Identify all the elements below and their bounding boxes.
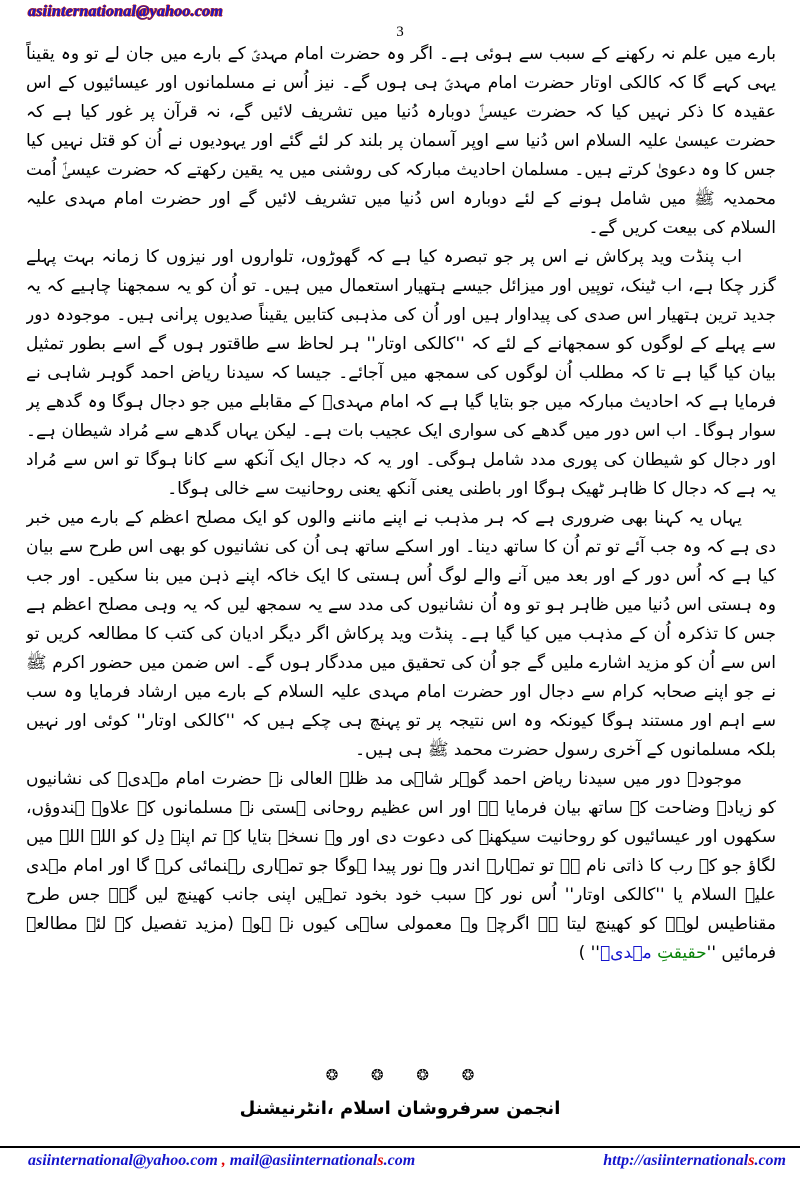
paragraph-4-text: موجودہ دور میں سیدنا ریاض احمد گوہر شاہی مد ظلہ العالی نے حضرت امام مہدیؑ کی نشانیوں کو زیادہ وضاحت کے ساتھ بیان فرمایا ہے اور اس عظیم روحانی ہستی نے مسلمانوں کے علاوہ ہندوؤں، سکھوں اور عیسائیوں کو روحانیت سیکھنے کی دعوت دی اور وہ نسخہ بتایا کہ تم اپنے دِل کو اللہ اللہ میں لگاؤ جو کہ رب کا ذاتی نام ہے تو تمہارے اندر وہ نور پیدا ہوگا جو تمہاری رہنمائی کرے گا اور امام مہدی علیہ السلام یا ''کالکی اوتار'' اُس نور کے سبب خود بخود تمہیں اپنی جانب کھینچ لیں گے۔ جس طرح مقناطیس لوہے کو کھینچ لیتا ہے اگرچہ وہ معمولی ساہی کیوں نہ ہو۔ (مزید تفصیل کے لئے مطالعہ فرمائیں '' bbox=[26, 769, 776, 963]
footer-website-s[interactable]: s bbox=[748, 1152, 755, 1169]
paragraph-1: بارے میں علم نہ رکھنے کے سبب سے ہوئی ہے۔ اگر وہ حضرت امام مہدیؑ کے بارے میں جان لے تو وہ یقیناً یہی کہے گا کہ کالکی اوتار حضرت امام مہدیؑ ہی ہوں گے۔ نیز اُس نے مسلمانوں اور عیسائیوں کے اس عقیدہ کا ذکر نہیں کیا کہ حضرت عیسیٰؑ دوبارہ دُنیا میں تشریف لائیں گے، نہ قرآن پر غور کیا ہے کہ حضرت عیسیٰ علیہ السلام اس دُنیا سے اوپر آسمان پر بلند کر لئے گئے اور یہودیوں نے اُن کو قتل نہیں کیا جس کا وہ دعویٰ کرتے ہیں۔ مسلمان احادیث مبارکہ کی روشنی میں یہ یقین رکھتے کہ حضرت عیسیٰؑ اُمت محمدیہ ﷺ میں شامل ہونے کے لئے دوبارہ اس دُنیا میں تشریف لائیں گے اور حضرت امام مہدی علیہ السلام کی بیعت کریں گے۔ bbox=[26, 44, 776, 238]
body-text bbox=[26, 40, 776, 1060]
footer bbox=[28, 1152, 786, 1170]
book-title-mehdi: مہدیؑ bbox=[599, 943, 658, 963]
footer-emails bbox=[28, 1152, 415, 1170]
header-email-link[interactable]: asiinternational@yahoo.com bbox=[28, 3, 223, 20]
paragraph-4 bbox=[26, 765, 776, 968]
footer-website-link[interactable]: http://asiinternational bbox=[603, 1152, 749, 1169]
footer-email-mail-tld[interactable]: .com bbox=[383, 1152, 416, 1169]
footer-email-mail-link[interactable]: mail@asiinternational bbox=[229, 1152, 378, 1169]
organization-name: انجمن سرفروشان اسلام ،انٹرنیشنل bbox=[239, 1098, 561, 1119]
footer-website-tld[interactable]: .com bbox=[754, 1152, 786, 1169]
page-number: 3 bbox=[396, 24, 404, 40]
paragraph-3: یہاں یہ کہنا بھی ضروری ہے کہ ہر مذہب نے اپنے ماننے والوں کو ایک مصلح اعظم کے بارے میں خبر دی ہے کہ وہ جب آئے تو تم اُن کا ساتھ دینا۔ اور اسکے ساتھ ہی اُن کی نشانیوں کو بھی اس طرح سے بیان کیا ہے کہ اُس دور کے اور بعد میں آنے والے لوگ اُس ہستی کا ایک خاکہ اپنے ذہن میں بنا سکیں۔ اور جب وہ ہستی اس دُنیا میں ظاہر ہو تو وہ اُن نشانیوں کی مدد سے یہ سمجھ لیں کہ یہ وہی مصلح اعظم ہے جس کا تذکرہ اُن کے مذہب میں کیا گیا ہے۔ پنڈت وید پرکاش اگر دیگر ادیان کی کتب کا مطالعہ کریں تو اس سے اُن کو مزید اشارے ملیں گے جو اُن کی تحقیق میں مددگار ہوں گے۔ اس ضمن میں حضور اکرم ﷺ نے جو اپنے صحابہ کرام سے دجال اور حضرت امام مہدی علیہ السلام کے بارے میں ارشاد فرمایا وہ سب سے اہم اور مستند ہوگا کیونکہ وہ اس نتیجہ پر تو پہنچ ہی چکے ہیں کہ ''کالکی اوتار'' کوئی اور نہیں بلکہ مسلمانوں کے آخری رسول حضرت محمد ﷺ ہی ہیں۔ bbox=[26, 508, 776, 760]
footer-email-yahoo-link[interactable]: asiinternational@yahoo.com bbox=[28, 1152, 218, 1169]
footer-email-mail-s[interactable]: s bbox=[377, 1152, 384, 1169]
footer-divider bbox=[0, 1146, 800, 1148]
paragraph-4-closing: '' ) bbox=[578, 943, 600, 963]
book-title-haqeeqat: حقیقتِ bbox=[657, 943, 707, 963]
star-ornament-row: ❂ ❂ ❂ ❂ bbox=[325, 1066, 489, 1084]
paragraph-2: اب پنڈت وید پرکاش نے اس پر جو تبصرہ کیا ہے کہ گھوڑوں، تلواروں اور نیزوں کا زمانہ بہت پہلے گزر چکا ہے، اب ٹینک، توپیں اور میزائل جیسے ہتھیار استعمال میں ہیں۔ تو اُن کو یہ سمجھنا چاہیے کہ یہ جدید ترین ہتھیار اس صدی کی پیداوار ہیں اور اُن کی مذہبی کتابیں یقیناً صدیوں پرانی ہیں۔ موجودہ دور سے پہلے کے لوگوں کو سمجھانے کے لئے کہ ''کالکی اوتار'' ہر لحاظ سے طاقتور ہوں گے اسے بطور تمثیل بیان کیا گیا ہے تا کہ مطلب اُن لوگوں کی سمجھ میں آجائے۔ جیسا کہ سیدنا ریاض احمد گوہر شاہی نے فرمایا ہے کہ احادیث مبارکہ میں جو بتایا گیا ہے کہ امام مہدیؑ کے مقابلے میں جو دجال ہوگا وہ گدھے پر سوار ہوگا۔ اب اس دور میں گدھے کی سواری ایک عجیب بات ہے۔ لیکن یہاں گدھے سے مُراد شیطان ہے۔ اور دجال کو شیطان کی پوری مدد شامل ہوگی۔ اور یہ کہ دجال ایک آنکھ سے کانا ہوگا تو اس سے مُراد یہ ہے کہ دجال کا ظاہر ٹھیک ہوگا اور باطنی یعنی آنکھ یعنی روحانیت سے خالی ہوگا۔ bbox=[26, 247, 776, 499]
footer-url bbox=[603, 1152, 786, 1170]
footer-comma: , bbox=[217, 1152, 230, 1169]
